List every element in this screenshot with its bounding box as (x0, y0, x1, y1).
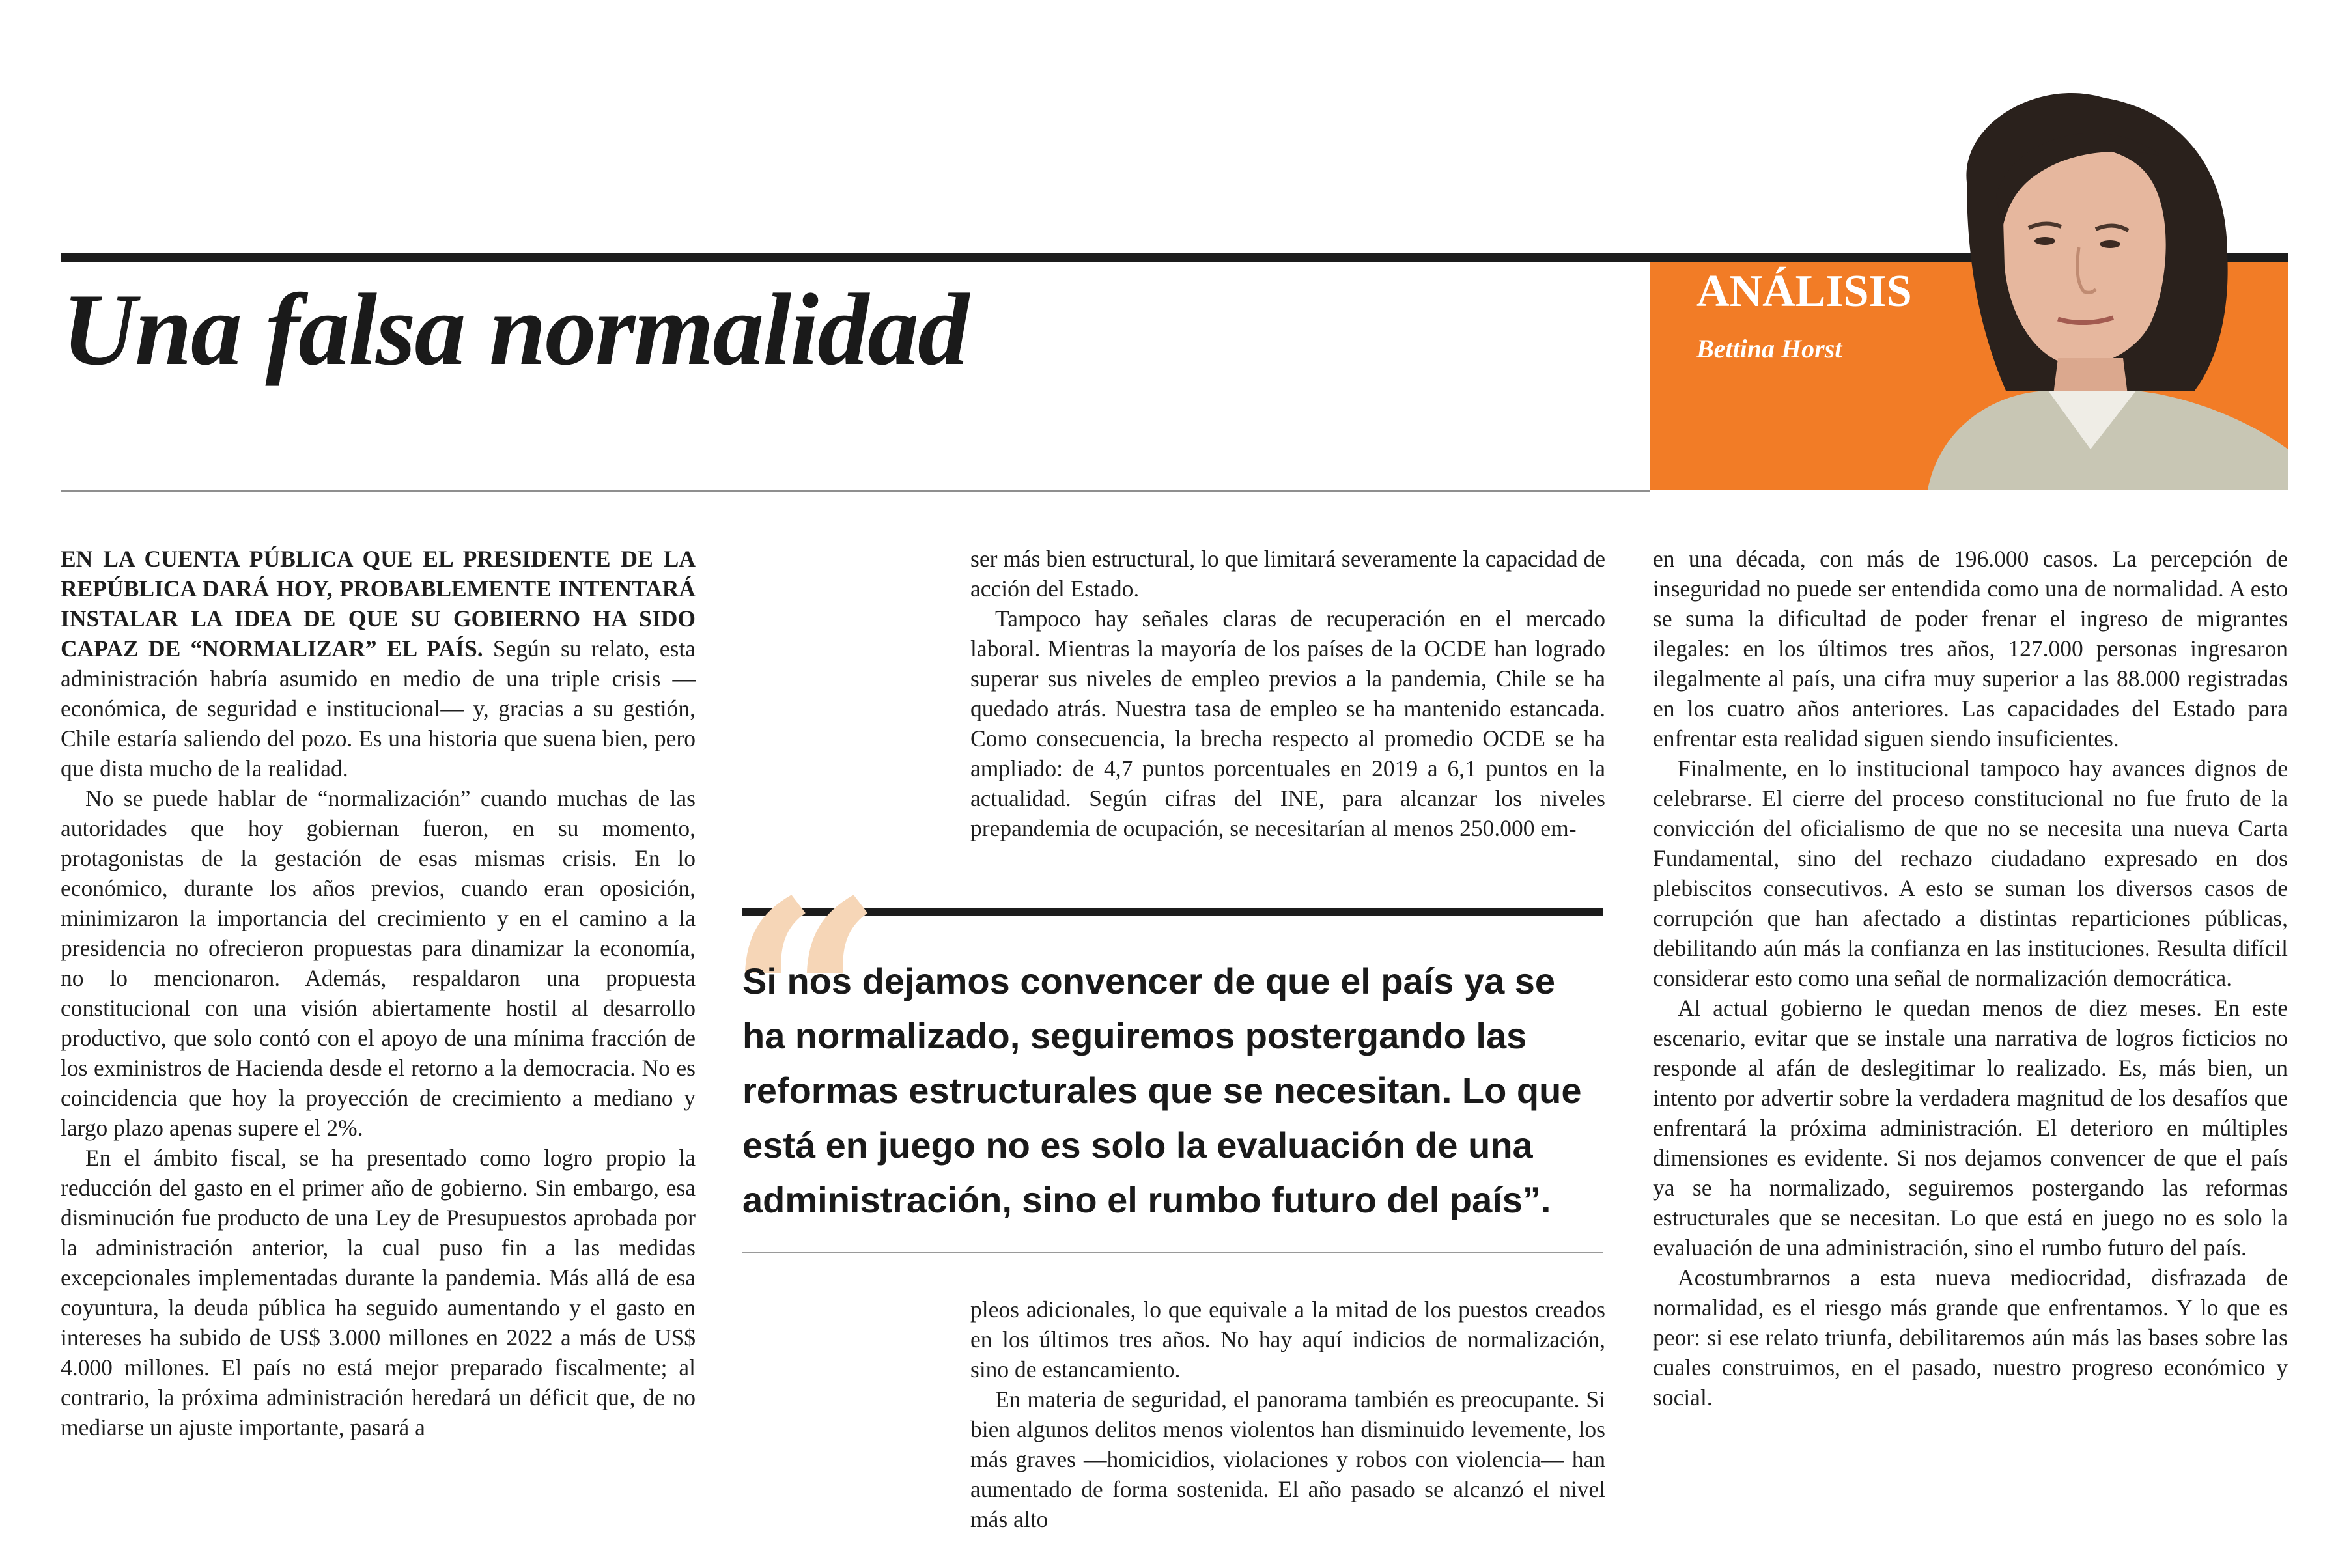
article-column-3 (1653, 544, 2288, 1412)
body-paragraph: pleos adicionales, lo que equivale a la mitad de los puestos creados en los últimos tres años. No hay aquí indicios de normalización, sino de estancamiento. (970, 1296, 1605, 1382)
article-column-1 (61, 544, 696, 1442)
body-paragraph: En el ámbito fiscal, se ha presentado como logro propio la reducción del gasto en el primer año de gobierno. Sin embargo, esa disminución fue producto de una Ley de Presupuestos aprobada por la administración anterior, la cual puso fin a las medidas excepcionales implementadas durante la pandemia. Más allá de esa coyuntura, la deuda pública ha seguido aumentando y el gasto en intereses ha subido de US$ 3.000 millones en 2022 a más de US$ 4.000 millones. El país no está mejor preparado fiscalmente; al contrario, la próxima administración heredará un déficit que, de no mediarse un ajuste importante, pasará a (61, 1145, 696, 1440)
header-bottom-rule (61, 490, 1650, 492)
article-title: Una falsa normalidad (62, 273, 968, 387)
body-paragraph: No se puede hablar de “normalización” cuando muchas de las autoridades que hoy gobiernan fueron, en su momento, protagonistas de la gestación de esas mismas crisis. En lo económico, durante los años previos, cuando eran oposición, minimizaron la importancia del crecimiento y en el camino a la presidencia no ofrecieron propuestas para dinamizar la economía, no lo mencionaron. Además, respaldaron una propuesta constitucional con una visión abiertamente hostil al desarrollo productivo, que solo contó con el apoyo de una mínima fracción de los exministros de Hacienda desde el retorno a la democracia. No es coincidencia que hoy la proyección de crecimiento a mediano y largo plazo apenas supere el 2%. (61, 785, 696, 1141)
body-paragraph: en una década, con más de 196.000 casos. La percepción de inseguridad no puede ser entendida como una de normalidad. A esto se suma la dificultad de poder frenar el ingreso de migrantes ilegales: en los últimos tres años, 127.000 personas ingresaron ilegalmente al país, una cifra muy superior a las 88.000 registradas en los cuatro años anteriores. Las capacidades del Estado para enfrentar esta realidad siguen siendo insuficientes. (1653, 546, 2288, 751)
body-paragraph: Acostumbrarnos a esta nueva mediocridad, disfrazada de normalidad, es el riesgo más grande que enfrentamos. Y lo que es peor: si ese relato triunfa, debilitaremos aún más las bases sobre las cuales construimos, en el pasado, nuestro progreso económico y social. (1653, 1265, 2288, 1410)
body-paragraph: Al actual gobierno le quedan menos de diez meses. En este escenario, evitar que se instale una narrativa de logros ficticios no responde al afán de deslegitimar lo realizado. Es, más bien, un intento por advertir sobre la verdadera magnitud de los desafíos que enfrentará la próxima administración. El deterioro en múltiples dimensiones es evidente. Si nos dejamos convencer de que el país ya se ha normalizado, seguiremos postergando las reformas estructurales que se necesitan. Lo que está en juego no es solo la evaluación de una administración, sino el rumbo futuro del país. (1653, 995, 2288, 1261)
author-portrait (1889, 85, 2288, 490)
pull-quote-bottom-rule (742, 1252, 1603, 1253)
body-paragraph: Tampoco hay señales claras de recuperación en el mercado laboral. Mientras la mayoría de los países de la OCDE han logrado superar sus niveles de empleo previos a la pandemia, Chile se ha quedado atrás. Nuestra tasa de empleo se ha mantenido estancada. Como consecuencia, la brecha respecto al promedio OCDE se ha ampliado: de 4,7 puntos porcentuales en 2019 a 6,1 puntos en la actualidad. Según cifras del INE, para alcanzar los niveles prepandemia de ocupación, se necesitarían al menos 250.000 em- (970, 606, 1605, 841)
article-column-2-top (970, 544, 1605, 843)
pull-quote: Si nos dejamos convencer de que el país ya se ha normalizado, seguiremos postergando las reformas estructurales que se necesitan. Lo que está en juego no es solo la evaluación de una administración, sino el rumbo futuro del país”. (742, 960, 1582, 1220)
body-paragraph: En materia de seguridad, el panorama también es preocupante. Si bien algunos delitos menos violentos han disminuido levemente, los más graves —homicidios, violaciones y robos con violencia— han aumentado de forma sostenida. El año pasado se alcanzó el nivel más alto (970, 1386, 1605, 1532)
article-column-2-bottom (970, 1295, 1605, 1534)
body-paragraph: Finalmente, en lo institucional tampoco hay avances dignos de celebrarse. El cierre del proceso constitucional no fue fruto de la convicción del oficialismo de que no se necesita una nueva Carta Fundamental, sino del rechazo ciudadano expresado en dos plebiscitos consecutivos. A esto se suman los diversos casos de corrupción que han afectado a distintas reparticiones públicas, debilitando aún más la confianza en las instituciones. Resulta difícil considerar esto como una señal de normalización democrática. (1653, 755, 2288, 991)
section-label: ANÁLISIS (1696, 266, 1912, 316)
lead-paragraph (61, 544, 696, 783)
lead-in: EN LA CUENTA PÚBLICA QUE EL PRESIDENTE DE LA REPÚBLICA DARÁ HOY, PROBABLEMENTE INTENTARÁ INSTALAR LA IDEA DE QUE SU GOBIERNO HA SIDO CAPAZ DE “NORMALIZAR” EL PAÍS. (61, 546, 696, 662)
quote-mark-icon: “ (726, 842, 884, 1163)
author-byline: Bettina Horst (1696, 334, 1842, 363)
lead-paragraph-text: Según su relato, esta administración habría asumido en medio de una triple crisis —económica, de seguridad e institucional— y, gracias a su gestión, Chile estaría saliendo del pozo. Es una historia que suena bien, pero que dista mucho de la realidad. (61, 636, 696, 781)
body-paragraph: ser más bien estructural, lo que limitará severamente la capacidad de acción del Estado. (970, 546, 1605, 602)
